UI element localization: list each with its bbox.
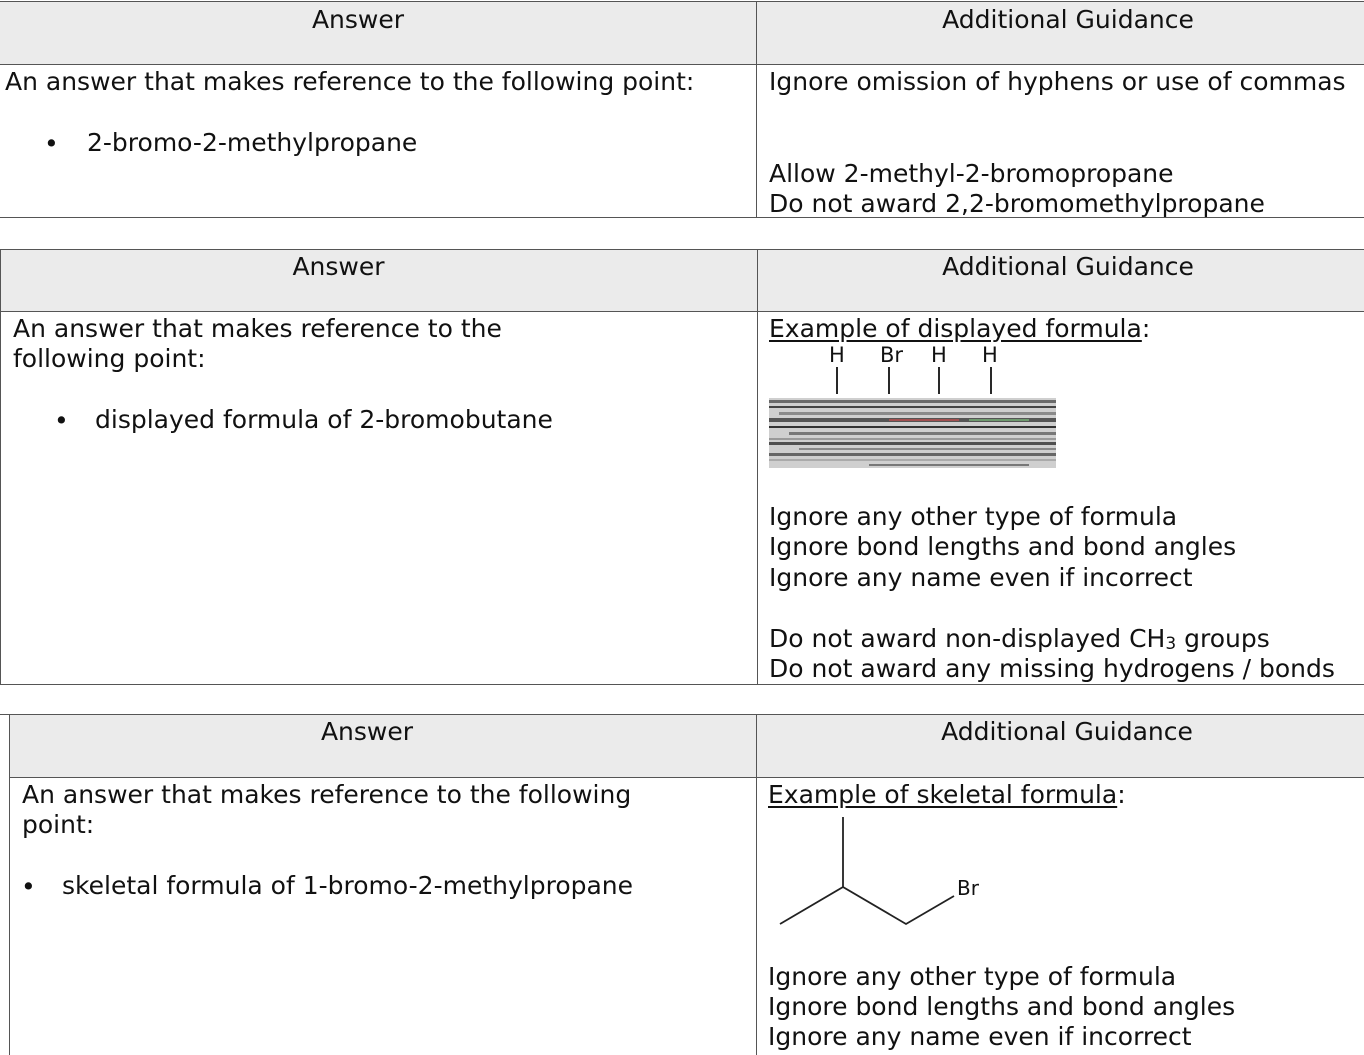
scan-artifact-band (769, 398, 1056, 468)
guidance-line: Ignore bond lengths and bond angles (769, 532, 1237, 561)
answer-intro-line: point: (22, 810, 95, 839)
guidance-column-header: Additional Guidance (942, 252, 1194, 281)
ch3-suffix: groups (1176, 624, 1270, 653)
atom-h: H (829, 343, 845, 367)
marking-table-3 (0, 714, 1364, 1055)
guidance-column-header: Additional Guidance (942, 5, 1194, 34)
marking-table-2 (0, 249, 1364, 685)
guidance-line: Ignore any name even if incorrect (769, 563, 1193, 592)
answer-intro-line: An answer that makes reference to the (13, 314, 502, 343)
answer-column-header: Answer (320, 717, 414, 746)
answer-intro-line: An answer that makes reference to the following (22, 780, 632, 809)
example-label: Example of displayed formula (769, 314, 1142, 343)
guidance-line: Ignore omission of hyphens or use of commas (769, 67, 1346, 96)
guidance-line: Do not award 2,2-bromomethylpropane (769, 189, 1265, 218)
guidance-line: Ignore any name even if incorrect (768, 1022, 1192, 1051)
column-divider (757, 250, 758, 684)
atom-h: H (931, 343, 947, 367)
bullet-dot: • (21, 872, 36, 901)
example-colon: : (1141, 314, 1151, 343)
answer-bullet-text: displayed formula of 2-bromobutane (95, 405, 553, 434)
bullet-dot: • (44, 129, 59, 158)
guidance-column-header: Additional Guidance (941, 717, 1193, 746)
example-label: Example of skeletal formula (768, 780, 1118, 809)
answer-column-header: Answer (311, 5, 405, 34)
example-colon: : (1117, 780, 1126, 809)
atom-h: H (982, 343, 998, 367)
answer-bullet-text: 2-bromo-2-methylpropane (87, 128, 418, 157)
displayed-formula-structure (769, 342, 1059, 470)
column-divider (756, 715, 757, 1055)
answer-column-header: Answer (292, 252, 385, 281)
skeletal-formula-structure (768, 813, 1008, 931)
guidance-line: Do not award any missing hydrogens / bonds (769, 654, 1335, 683)
marking-table-1 (0, 1, 1364, 218)
guidance-line: Ignore any other type of formula (769, 502, 1178, 531)
ch3-prefix: Do not award non-displayed CH (769, 624, 1166, 653)
answer-intro: An answer that makes reference to the following point: (5, 67, 695, 96)
column-divider-left (9, 715, 10, 1055)
answer-intro-line: following point: (13, 344, 206, 373)
guidance-line: Ignore any other type of formula (768, 962, 1177, 991)
atom-br: Br (880, 343, 904, 367)
atom-br: Br (957, 876, 979, 900)
skeletal-bonds (780, 887, 954, 924)
answer-bullet-text: skeletal formula of 1-bromo-2-methylpropane (62, 871, 634, 900)
example-caption (768, 780, 1126, 811)
guidance-line: Allow 2-methyl-2-bromopropane (769, 159, 1174, 188)
bullet-dot: • (54, 406, 69, 435)
guidance-line: Ignore bond lengths and bond angles (768, 992, 1236, 1021)
example-caption (769, 314, 1150, 345)
ch3-subscript: 3 (1165, 634, 1177, 654)
